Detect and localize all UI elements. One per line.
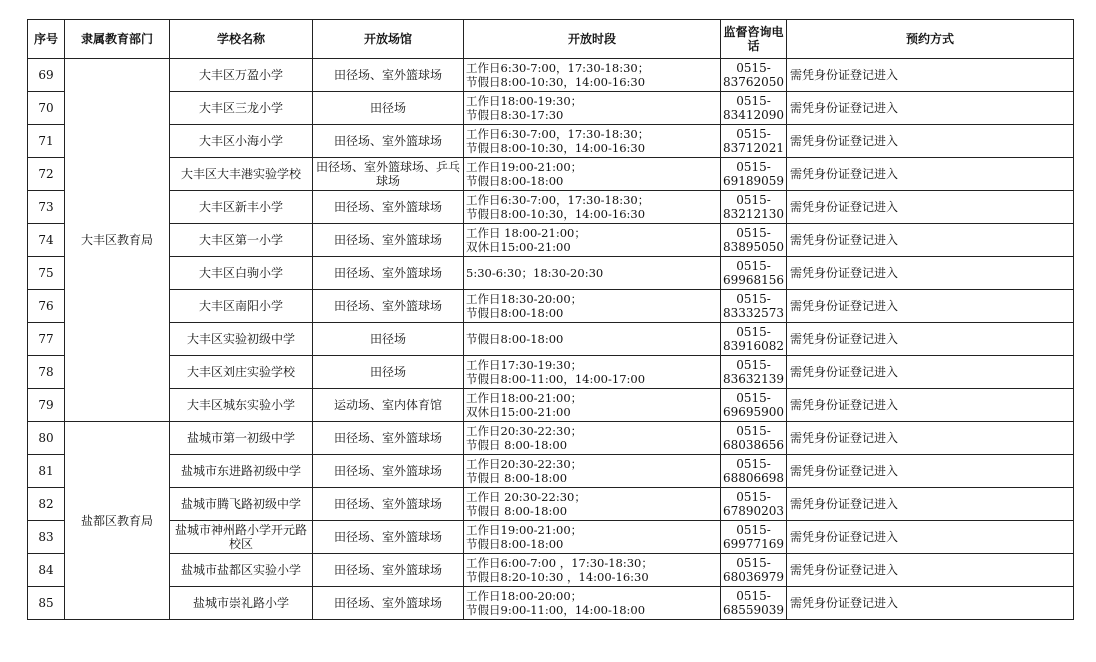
cell-phone (721, 92, 787, 125)
header-venue: 开放场馆 (313, 20, 464, 59)
cell-time (464, 455, 721, 488)
time-line: 节假日9:00-11:00，14:00-18:00 (466, 603, 646, 617)
cell-seq: 70 (28, 92, 65, 125)
time-line: 节假日 8:00-18:00 (466, 504, 568, 518)
cell-seq: 84 (28, 554, 65, 587)
cell-school: 大丰区万盈小学 (170, 59, 313, 92)
cell-phone (721, 257, 787, 290)
phone-line: 0515- (736, 193, 771, 207)
cell-time (464, 59, 721, 92)
table-row (28, 554, 1074, 587)
cell-phone (721, 191, 787, 224)
time-line: 工作日6:00-7:00 ，17:30-18:30； (466, 556, 653, 570)
phone-line: 83412090 (722, 108, 785, 122)
phone-line: 83712021 (722, 141, 785, 155)
cell-venue: 田径场 (313, 356, 464, 389)
cell-venue: 田径场、室外篮球场、乒乓球场 (313, 158, 464, 191)
cell-venue: 田径场、室外篮球场 (313, 488, 464, 521)
cell-phone (721, 389, 787, 422)
cell-time (464, 158, 721, 191)
time-line: 节假日8:00-10:30，14:00-16:30 (466, 75, 646, 89)
cell-school: 大丰区刘庄实验学校 (170, 356, 313, 389)
time-line: 5:30-6:30；18:30-20:30 (466, 266, 604, 280)
cell-school: 大丰区大丰港实验学校 (170, 158, 313, 191)
time-line: 工作日19:00-21:00； (466, 160, 583, 174)
table-row (28, 389, 1074, 422)
time-line: 节假日8:00-11:00，14:00-17:00 (466, 372, 646, 386)
phone-line: 69189059 (722, 174, 785, 188)
time-line: 工作日6:30-7:00，17:30-18:30； (466, 61, 650, 75)
cell-time (464, 587, 721, 620)
phone-line: 67890203 (722, 504, 785, 518)
header-dept: 隶属教育部门 (65, 20, 170, 59)
table-row (28, 125, 1074, 158)
phone-line: 69968156 (722, 273, 785, 287)
cell-time (464, 257, 721, 290)
time-line: 工作日6:30-7:00，17:30-18:30； (466, 127, 650, 141)
cell-phone (721, 587, 787, 620)
cell-school: 盐城市东进路初级中学 (170, 455, 313, 488)
phone-line: 83632139 (722, 372, 785, 386)
time-line: 节假日8:00-18:00 (466, 306, 564, 320)
table-row (28, 521, 1074, 554)
cell-venue: 田径场、室外篮球场 (313, 587, 464, 620)
header-phone: 监督咨询电话 (721, 20, 787, 59)
cell-booking: 需凭身份证登记进入 (787, 59, 1074, 92)
table-row (28, 422, 1074, 455)
cell-school: 大丰区实验初级中学 (170, 323, 313, 356)
time-line: 工作日 18:00-21:00； (466, 226, 586, 240)
cell-school: 大丰区城东实验小学 (170, 389, 313, 422)
phone-line: 0515- (736, 424, 771, 438)
cell-time (464, 389, 721, 422)
cell-booking: 需凭身份证登记进入 (787, 92, 1074, 125)
cell-venue: 田径场、室外篮球场 (313, 125, 464, 158)
phone-line: 69695900 (722, 405, 785, 419)
cell-venue: 田径场、室外篮球场 (313, 521, 464, 554)
table-row (28, 224, 1074, 257)
table-row (28, 356, 1074, 389)
cell-seq: 72 (28, 158, 65, 191)
header-booking: 预约方式 (787, 20, 1074, 59)
table-row (28, 158, 1074, 191)
cell-dept: 盐都区教育局 (65, 422, 170, 620)
cell-booking: 需凭身份证登记进入 (787, 158, 1074, 191)
cell-time (464, 323, 721, 356)
cell-seq: 82 (28, 488, 65, 521)
cell-time (464, 554, 721, 587)
cell-venue: 运动场、室内体育馆 (313, 389, 464, 422)
table-row (28, 323, 1074, 356)
time-line: 工作日6:30-7:00，17:30-18:30； (466, 193, 650, 207)
cell-venue: 田径场、室外篮球场 (313, 554, 464, 587)
phone-line: 68806698 (722, 471, 785, 485)
phone-line: 0515- (736, 523, 771, 537)
table-row (28, 191, 1074, 224)
cell-venue: 田径场、室外篮球场 (313, 422, 464, 455)
cell-booking: 需凭身份证登记进入 (787, 521, 1074, 554)
header-row (28, 20, 1074, 59)
cell-school: 盐城市盐都区实验小学 (170, 554, 313, 587)
phone-line: 0515- (736, 94, 771, 108)
time-line: 工作日18:00-20:00； (466, 589, 583, 603)
phone-line: 0515- (736, 391, 771, 405)
cell-seq: 76 (28, 290, 65, 323)
phone-line: 0515- (736, 358, 771, 372)
phone-line: 83332573 (722, 306, 785, 320)
cell-seq: 81 (28, 455, 65, 488)
time-line: 节假日 8:00-18:00 (466, 471, 568, 485)
cell-seq: 77 (28, 323, 65, 356)
cell-phone (721, 125, 787, 158)
cell-school: 盐城市神州路小学开元路校区 (170, 521, 313, 554)
cell-school: 盐城市崇礼路小学 (170, 587, 313, 620)
cell-seq: 80 (28, 422, 65, 455)
time-line: 工作日 20:30-22:30； (466, 490, 586, 504)
cell-phone (721, 554, 787, 587)
cell-school: 大丰区第一小学 (170, 224, 313, 257)
table-row (28, 257, 1074, 290)
time-line: 节假日8:30-17:30 (466, 108, 564, 122)
cell-phone (721, 356, 787, 389)
cell-booking: 需凭身份证登记进入 (787, 455, 1074, 488)
phone-line: 0515- (736, 490, 771, 504)
time-line: 工作日18:30-20:00； (466, 292, 583, 306)
time-line: 工作日19:00-21:00； (466, 523, 583, 537)
cell-phone (721, 521, 787, 554)
cell-school: 大丰区新丰小学 (170, 191, 313, 224)
phone-line: 83212130 (722, 207, 785, 221)
cell-booking: 需凭身份证登记进入 (787, 587, 1074, 620)
cell-venue: 田径场、室外篮球场 (313, 290, 464, 323)
table-row (28, 587, 1074, 620)
time-line: 双休日15:00-21:00 (466, 405, 571, 419)
cell-venue: 田径场、室外篮球场 (313, 59, 464, 92)
table-row (28, 488, 1074, 521)
cell-seq: 69 (28, 59, 65, 92)
phone-line: 0515- (736, 556, 771, 570)
cell-booking: 需凭身份证登记进入 (787, 356, 1074, 389)
phone-line: 0515- (736, 292, 771, 306)
cell-booking: 需凭身份证登记进入 (787, 389, 1074, 422)
cell-venue: 田径场、室外篮球场 (313, 191, 464, 224)
time-line: 工作日18:00-21:00； (466, 391, 583, 405)
table-row (28, 92, 1074, 125)
cell-seq: 79 (28, 389, 65, 422)
cell-time (464, 488, 721, 521)
cell-seq: 85 (28, 587, 65, 620)
cell-time (464, 521, 721, 554)
cell-seq: 73 (28, 191, 65, 224)
cell-phone (721, 455, 787, 488)
school-venue-table-container (27, 19, 1074, 620)
cell-phone (721, 323, 787, 356)
cell-time (464, 290, 721, 323)
cell-booking: 需凭身份证登记进入 (787, 224, 1074, 257)
cell-time (464, 224, 721, 257)
cell-booking: 需凭身份证登记进入 (787, 125, 1074, 158)
phone-line: 69977169 (722, 537, 785, 551)
time-line: 节假日8:00-18:00 (466, 332, 564, 346)
cell-venue: 田径场、室外篮球场 (313, 455, 464, 488)
cell-school: 大丰区三龙小学 (170, 92, 313, 125)
cell-seq: 74 (28, 224, 65, 257)
time-line: 节假日8:00-10:30，14:00-16:30 (466, 207, 646, 221)
phone-line: 0515- (736, 160, 771, 174)
cell-booking: 需凭身份证登记进入 (787, 257, 1074, 290)
cell-venue: 田径场 (313, 92, 464, 125)
cell-phone (721, 224, 787, 257)
header-time: 开放时段 (464, 20, 721, 59)
phone-line: 68036979 (722, 570, 785, 584)
cell-seq: 71 (28, 125, 65, 158)
cell-booking: 需凭身份证登记进入 (787, 488, 1074, 521)
cell-phone (721, 158, 787, 191)
table-row (28, 455, 1074, 488)
phone-line: 0515- (736, 127, 771, 141)
time-line: 节假日 8:00-18:00 (466, 438, 568, 452)
phone-line: 0515- (736, 61, 771, 75)
cell-time (464, 191, 721, 224)
time-line: 双休日15:00-21:00 (466, 240, 571, 254)
cell-school: 大丰区南阳小学 (170, 290, 313, 323)
cell-dept: 大丰区教育局 (65, 59, 170, 422)
time-line: 节假日8:00-18:00 (466, 174, 564, 188)
cell-booking: 需凭身份证登记进入 (787, 422, 1074, 455)
cell-venue: 田径场、室外篮球场 (313, 224, 464, 257)
cell-school: 大丰区白驹小学 (170, 257, 313, 290)
cell-school: 盐城市第一初级中学 (170, 422, 313, 455)
time-line: 节假日8:00-10:30，14:00-16:30 (466, 141, 646, 155)
time-line: 节假日8:00-18:00 (466, 537, 564, 551)
cell-booking: 需凭身份证登记进入 (787, 554, 1074, 587)
cell-booking: 需凭身份证登记进入 (787, 323, 1074, 356)
cell-school: 盐城市腾飞路初级中学 (170, 488, 313, 521)
cell-booking: 需凭身份证登记进入 (787, 290, 1074, 323)
cell-seq: 75 (28, 257, 65, 290)
cell-phone (721, 59, 787, 92)
cell-phone (721, 290, 787, 323)
cell-time (464, 125, 721, 158)
header-school: 学校名称 (170, 20, 313, 59)
table-row (28, 290, 1074, 323)
phone-line: 68038656 (722, 438, 785, 452)
time-line: 工作日18:00-19:30； (466, 94, 583, 108)
cell-phone (721, 488, 787, 521)
time-line: 节假日8:20-10:30 ，14:00-16:30 (466, 570, 649, 584)
cell-phone (721, 422, 787, 455)
phone-line: 0515- (736, 325, 771, 339)
cell-seq: 83 (28, 521, 65, 554)
phone-line: 0515- (736, 259, 771, 273)
phone-line: 0515- (736, 226, 771, 240)
school-venue-table (27, 19, 1074, 620)
cell-time (464, 92, 721, 125)
cell-time (464, 356, 721, 389)
phone-line: 83762050 (722, 75, 785, 89)
phone-line: 68559039 (722, 603, 785, 617)
table-body (28, 59, 1074, 620)
cell-venue: 田径场 (313, 323, 464, 356)
phone-line: 0515- (736, 457, 771, 471)
cell-school: 大丰区小海小学 (170, 125, 313, 158)
phone-line: 83895050 (722, 240, 785, 254)
phone-line: 83916082 (722, 339, 785, 353)
header-seq: 序号 (28, 20, 65, 59)
cell-seq: 78 (28, 356, 65, 389)
time-line: 工作日17:30-19:30； (466, 358, 583, 372)
phone-line: 0515- (736, 589, 771, 603)
cell-venue: 田径场、室外篮球场 (313, 257, 464, 290)
cell-booking: 需凭身份证登记进入 (787, 191, 1074, 224)
table-row (28, 59, 1074, 92)
cell-time (464, 422, 721, 455)
time-line: 工作日20:30-22:30； (466, 424, 583, 438)
time-line: 工作日20:30-22:30； (466, 457, 583, 471)
